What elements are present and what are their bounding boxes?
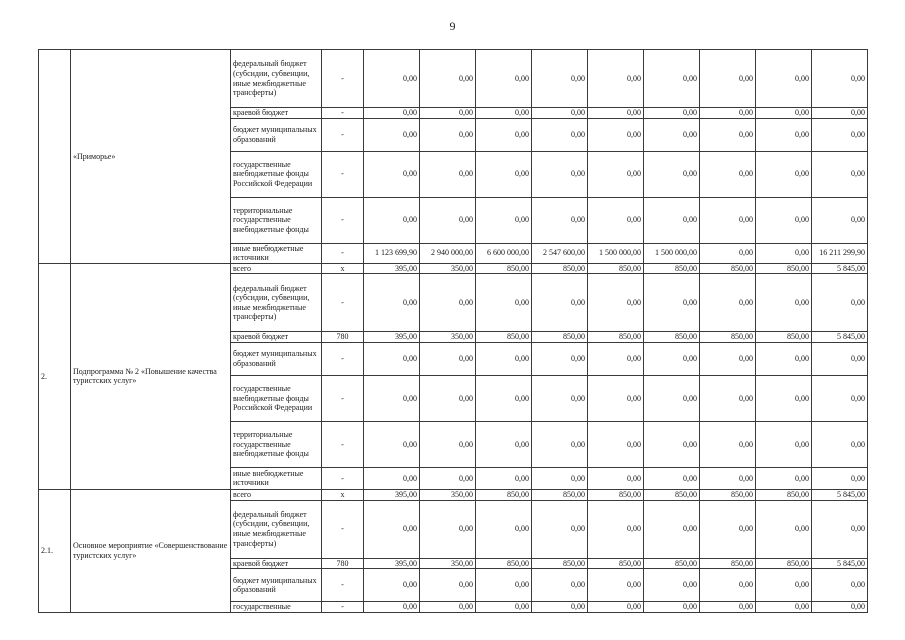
year-value: 0,00: [476, 197, 532, 243]
budget-code: -: [322, 197, 364, 243]
budget-code: -: [322, 500, 364, 558]
year-value: 2 547 600,00: [532, 243, 588, 263]
year-value: 0,00: [588, 274, 644, 332]
year-value: 0,00: [588, 602, 644, 613]
year-value: 0,00: [420, 50, 476, 108]
budget-code: -: [322, 50, 364, 108]
year-value: 0,00: [700, 118, 756, 151]
year-value: 0,00: [700, 197, 756, 243]
budget-code: -: [322, 569, 364, 602]
total-value: 0,00: [812, 274, 868, 332]
year-value: 0,00: [588, 500, 644, 558]
year-value: 850,00: [756, 558, 812, 569]
year-value: 0,00: [644, 197, 700, 243]
funding-source: бюджет муниципальных образований: [231, 118, 322, 151]
funding-source: бюджет муниципальных образований: [231, 342, 322, 375]
year-value: 0,00: [476, 108, 532, 119]
year-value: 0,00: [476, 569, 532, 602]
year-value: 0,00: [476, 151, 532, 197]
year-value: 850,00: [700, 489, 756, 500]
year-value: 0,00: [364, 421, 420, 467]
year-value: 395,00: [364, 263, 420, 274]
total-value: 0,00: [812, 421, 868, 467]
funding-source: федеральный бюджет (субсидии, субвенции, иные межбюджетные трансферты): [231, 50, 322, 108]
year-value: 0,00: [588, 375, 644, 421]
year-value: 0,00: [364, 197, 420, 243]
year-value: 0,00: [756, 602, 812, 613]
funding-source: государственные: [231, 602, 322, 613]
year-value: 0,00: [364, 375, 420, 421]
year-value: 850,00: [588, 489, 644, 500]
year-value: 0,00: [532, 375, 588, 421]
year-value: 0,00: [476, 467, 532, 489]
year-value: 0,00: [364, 500, 420, 558]
year-value: 0,00: [700, 151, 756, 197]
year-value: 350,00: [420, 263, 476, 274]
year-value: 0,00: [420, 151, 476, 197]
funding-source: бюджет муниципальных образований: [231, 569, 322, 602]
budget-code: -: [322, 602, 364, 613]
funding-source: федеральный бюджет (субсидии, субвенции, иные межбюджетные трансферты): [231, 500, 322, 558]
year-value: 0,00: [476, 118, 532, 151]
year-value: 0,00: [756, 342, 812, 375]
year-value: 850,00: [476, 558, 532, 569]
year-value: 0,00: [588, 421, 644, 467]
year-value: 1 123 699,90: [364, 243, 420, 263]
total-value: 0,00: [812, 342, 868, 375]
year-value: 0,00: [476, 375, 532, 421]
year-value: 0,00: [700, 274, 756, 332]
year-value: 0,00: [476, 342, 532, 375]
year-value: 0,00: [756, 569, 812, 602]
section-index: 2.1.: [39, 489, 71, 612]
year-value: 0,00: [364, 342, 420, 375]
budget-code: -: [322, 274, 364, 332]
year-value: 850,00: [532, 263, 588, 274]
budget-code: 780: [322, 332, 364, 343]
year-value: 0,00: [588, 108, 644, 119]
year-value: 0,00: [644, 342, 700, 375]
budget-code: -: [322, 421, 364, 467]
year-value: 850,00: [756, 489, 812, 500]
year-value: 0,00: [364, 151, 420, 197]
total-value: 5 845,00: [812, 489, 868, 500]
funding-source: государственные внебюджетные фонды Российской Федерации: [231, 375, 322, 421]
total-value: 0,00: [812, 50, 868, 108]
budget-code: 780: [322, 558, 364, 569]
year-value: 0,00: [420, 569, 476, 602]
total-value: 0,00: [812, 108, 868, 119]
year-value: 0,00: [756, 197, 812, 243]
year-value: 850,00: [532, 489, 588, 500]
year-value: 0,00: [420, 500, 476, 558]
year-value: 350,00: [420, 558, 476, 569]
year-value: 0,00: [364, 274, 420, 332]
year-value: 0,00: [700, 342, 756, 375]
year-value: 0,00: [420, 421, 476, 467]
year-value: 0,00: [644, 50, 700, 108]
year-value: 0,00: [476, 500, 532, 558]
budget-code: х: [322, 489, 364, 500]
year-value: 0,00: [588, 569, 644, 602]
budget-code: -: [322, 467, 364, 489]
year-value: 0,00: [588, 50, 644, 108]
section-index: 2.: [39, 263, 71, 489]
total-value: 0,00: [812, 375, 868, 421]
year-value: 2 940 000,00: [420, 243, 476, 263]
year-value: 0,00: [700, 602, 756, 613]
year-value: 0,00: [756, 500, 812, 558]
year-value: 0,00: [364, 602, 420, 613]
funding-source: иные внебюджетные источники: [231, 467, 322, 489]
funding-source: иные внебюджетные источники: [231, 243, 322, 263]
budget-code: -: [322, 108, 364, 119]
year-value: 850,00: [532, 332, 588, 343]
year-value: 850,00: [700, 263, 756, 274]
year-value: 0,00: [420, 375, 476, 421]
year-value: 0,00: [588, 467, 644, 489]
year-value: 0,00: [756, 375, 812, 421]
year-value: 0,00: [644, 108, 700, 119]
budget-code: х: [322, 263, 364, 274]
year-value: 0,00: [700, 375, 756, 421]
table-row: [39, 263, 868, 274]
page-number: 9: [449, 19, 456, 33]
year-value: 0,00: [644, 569, 700, 602]
funding-source: всего: [231, 489, 322, 500]
year-value: 0,00: [588, 197, 644, 243]
budget-code: -: [322, 118, 364, 151]
year-value: 0,00: [364, 108, 420, 119]
total-value: 0,00: [812, 467, 868, 489]
section-name: «Приморье»: [71, 50, 231, 264]
year-value: 0,00: [700, 108, 756, 119]
year-value: 0,00: [364, 50, 420, 108]
year-value: 0,00: [756, 243, 812, 263]
year-value: 0,00: [532, 602, 588, 613]
budget-code: -: [322, 342, 364, 375]
total-value: 0,00: [812, 602, 868, 613]
year-value: 0,00: [588, 342, 644, 375]
year-value: 0,00: [476, 274, 532, 332]
total-value: 5 845,00: [812, 263, 868, 274]
section-index: [39, 50, 71, 264]
year-value: 350,00: [420, 489, 476, 500]
year-value: 0,00: [364, 467, 420, 489]
year-value: 0,00: [420, 602, 476, 613]
year-value: 0,00: [420, 342, 476, 375]
year-value: 850,00: [588, 263, 644, 274]
year-value: 0,00: [756, 50, 812, 108]
year-value: 850,00: [700, 558, 756, 569]
budget-code: -: [322, 243, 364, 263]
year-value: 0,00: [420, 274, 476, 332]
year-value: 0,00: [756, 274, 812, 332]
year-value: 395,00: [364, 558, 420, 569]
year-value: 395,00: [364, 332, 420, 343]
total-value: 5 845,00: [812, 558, 868, 569]
year-value: 850,00: [756, 332, 812, 343]
year-value: 395,00: [364, 489, 420, 500]
funding-source: краевой бюджет: [231, 558, 322, 569]
funding-source: краевой бюджет: [231, 332, 322, 343]
year-value: 850,00: [644, 332, 700, 343]
year-value: 0,00: [532, 467, 588, 489]
year-value: 0,00: [700, 50, 756, 108]
year-value: 0,00: [364, 118, 420, 151]
year-value: 0,00: [420, 108, 476, 119]
total-value: 0,00: [812, 569, 868, 602]
year-value: 0,00: [700, 243, 756, 263]
year-value: 0,00: [532, 342, 588, 375]
year-value: 6 600 000,00: [476, 243, 532, 263]
total-value: 5 845,00: [812, 332, 868, 343]
section-name: Подпрограмма № 2 «Повышение качества туристских услуг»: [71, 263, 231, 489]
budget-table-body: [39, 50, 868, 613]
year-value: 0,00: [644, 500, 700, 558]
year-value: 0,00: [476, 602, 532, 613]
year-value: 0,00: [420, 467, 476, 489]
year-value: 0,00: [700, 500, 756, 558]
funding-source: федеральный бюджет (субсидии, субвенции, иные межбюджетные трансферты): [231, 274, 322, 332]
year-value: 0,00: [644, 118, 700, 151]
year-value: 0,00: [588, 151, 644, 197]
year-value: 0,00: [756, 467, 812, 489]
year-value: 350,00: [420, 332, 476, 343]
year-value: 850,00: [476, 263, 532, 274]
year-value: 0,00: [756, 118, 812, 151]
year-value: 850,00: [644, 263, 700, 274]
year-value: 0,00: [532, 500, 588, 558]
year-value: 0,00: [532, 108, 588, 119]
funding-source: территориальные государственные внебюджетные фонды: [231, 197, 322, 243]
budget-code: -: [322, 151, 364, 197]
year-value: 0,00: [532, 569, 588, 602]
total-value: 0,00: [812, 500, 868, 558]
year-value: 0,00: [476, 50, 532, 108]
year-value: 0,00: [420, 197, 476, 243]
year-value: 0,00: [700, 421, 756, 467]
year-value: 1 500 000,00: [644, 243, 700, 263]
year-value: 0,00: [644, 467, 700, 489]
year-value: 0,00: [364, 569, 420, 602]
year-value: 850,00: [756, 263, 812, 274]
year-value: 0,00: [532, 118, 588, 151]
total-value: 0,00: [812, 151, 868, 197]
year-value: 850,00: [700, 332, 756, 343]
funding-source: территориальные государственные внебюджетные фонды: [231, 421, 322, 467]
year-value: 0,00: [756, 151, 812, 197]
year-value: 0,00: [588, 118, 644, 151]
year-value: 1 500 000,00: [588, 243, 644, 263]
total-value: 16 211 299,90: [812, 243, 868, 263]
year-value: 0,00: [532, 50, 588, 108]
year-value: 0,00: [420, 118, 476, 151]
year-value: 0,00: [644, 602, 700, 613]
year-value: 0,00: [532, 197, 588, 243]
year-value: 0,00: [756, 421, 812, 467]
funding-source: всего: [231, 263, 322, 274]
funding-source: краевой бюджет: [231, 108, 322, 119]
table-row: [39, 50, 868, 108]
year-value: 0,00: [644, 151, 700, 197]
year-value: 0,00: [532, 151, 588, 197]
funding-source: государственные внебюджетные фонды Российской Федерации: [231, 151, 322, 197]
section-name: Основное мероприятие «Совершенствование туристских услуг»: [71, 489, 231, 612]
year-value: 850,00: [644, 489, 700, 500]
year-value: 0,00: [644, 274, 700, 332]
year-value: 850,00: [476, 489, 532, 500]
year-value: 0,00: [700, 467, 756, 489]
year-value: 850,00: [588, 332, 644, 343]
year-value: 850,00: [476, 332, 532, 343]
year-value: 0,00: [700, 569, 756, 602]
year-value: 0,00: [644, 421, 700, 467]
budget-table: [38, 49, 868, 613]
year-value: 0,00: [476, 421, 532, 467]
year-value: 850,00: [532, 558, 588, 569]
year-value: 0,00: [532, 421, 588, 467]
budget-code: -: [322, 375, 364, 421]
year-value: 850,00: [644, 558, 700, 569]
year-value: 0,00: [644, 375, 700, 421]
year-value: 0,00: [532, 274, 588, 332]
year-value: 850,00: [588, 558, 644, 569]
total-value: 0,00: [812, 118, 868, 151]
table-row: [39, 489, 868, 500]
total-value: 0,00: [812, 197, 868, 243]
year-value: 0,00: [756, 108, 812, 119]
